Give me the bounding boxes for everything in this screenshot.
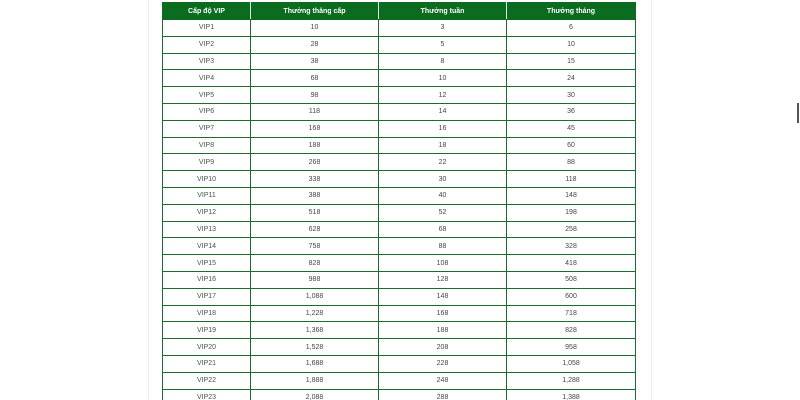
cell-monthly-bonus: 45 [507, 120, 636, 137]
cell-vip-level: VIP4 [163, 70, 251, 87]
cell-upgrade-bonus: 168 [251, 120, 379, 137]
cell-weekly-bonus: 8 [379, 53, 507, 70]
cell-upgrade-bonus: 1,368 [251, 322, 379, 339]
cell-weekly-bonus: 148 [379, 288, 507, 305]
cell-vip-level: VIP17 [163, 288, 251, 305]
cell-monthly-bonus: 828 [507, 322, 636, 339]
cell-weekly-bonus: 248 [379, 372, 507, 389]
cell-vip-level: VIP11 [163, 187, 251, 204]
cell-monthly-bonus: 30 [507, 87, 636, 104]
cell-weekly-bonus: 128 [379, 271, 507, 288]
cell-upgrade-bonus: 10 [251, 20, 379, 37]
cell-upgrade-bonus: 118 [251, 103, 379, 120]
table-row [163, 70, 636, 87]
cell-upgrade-bonus: 628 [251, 221, 379, 238]
cell-weekly-bonus: 12 [379, 87, 507, 104]
cell-weekly-bonus: 288 [379, 389, 507, 400]
cell-vip-level: VIP14 [163, 238, 251, 255]
cell-weekly-bonus: 10 [379, 70, 507, 87]
cell-monthly-bonus: 718 [507, 305, 636, 322]
cell-weekly-bonus: 108 [379, 255, 507, 272]
cell-monthly-bonus: 88 [507, 154, 636, 171]
cell-upgrade-bonus: 1,688 [251, 355, 379, 372]
table-row [163, 103, 636, 120]
cell-weekly-bonus: 5 [379, 36, 507, 53]
cell-upgrade-bonus: 388 [251, 187, 379, 204]
cell-monthly-bonus: 1,388 [507, 389, 636, 400]
table-row [163, 288, 636, 305]
table-row [163, 154, 636, 171]
cell-upgrade-bonus: 758 [251, 238, 379, 255]
table-row [163, 339, 636, 356]
table-header-row [163, 3, 636, 20]
table-body [163, 20, 636, 400]
cell-monthly-bonus: 15 [507, 53, 636, 70]
cell-weekly-bonus: 52 [379, 204, 507, 221]
cell-monthly-bonus: 600 [507, 288, 636, 305]
table-row [163, 355, 636, 372]
table-row [163, 271, 636, 288]
cell-monthly-bonus: 60 [507, 137, 636, 154]
cell-upgrade-bonus: 188 [251, 137, 379, 154]
vip-rewards-table [162, 2, 636, 400]
cell-monthly-bonus: 418 [507, 255, 636, 272]
cell-upgrade-bonus: 1,228 [251, 305, 379, 322]
table-row [163, 255, 636, 272]
cell-weekly-bonus: 228 [379, 355, 507, 372]
cell-monthly-bonus: 328 [507, 238, 636, 255]
cell-vip-level: VIP13 [163, 221, 251, 238]
cell-weekly-bonus: 22 [379, 154, 507, 171]
cell-upgrade-bonus: 98 [251, 87, 379, 104]
cell-monthly-bonus: 148 [507, 187, 636, 204]
cell-monthly-bonus: 508 [507, 271, 636, 288]
cell-monthly-bonus: 198 [507, 204, 636, 221]
cell-upgrade-bonus: 518 [251, 204, 379, 221]
cell-vip-level: VIP1 [163, 20, 251, 37]
cell-weekly-bonus: 30 [379, 171, 507, 188]
cell-vip-level: VIP6 [163, 103, 251, 120]
table-row [163, 305, 636, 322]
table-row [163, 87, 636, 104]
table-row [163, 204, 636, 221]
table-row [163, 187, 636, 204]
cell-weekly-bonus: 18 [379, 137, 507, 154]
cell-vip-level: VIP21 [163, 355, 251, 372]
table-row [163, 221, 636, 238]
cell-weekly-bonus: 68 [379, 221, 507, 238]
cell-weekly-bonus: 88 [379, 238, 507, 255]
header-monthly-bonus: Thưởng tháng [507, 3, 636, 20]
cell-upgrade-bonus: 268 [251, 154, 379, 171]
scrollbar-thumb[interactable] [797, 103, 799, 123]
cell-vip-level: VIP2 [163, 36, 251, 53]
cell-upgrade-bonus: 28 [251, 36, 379, 53]
cell-upgrade-bonus: 1,088 [251, 288, 379, 305]
cell-vip-level: VIP9 [163, 154, 251, 171]
table-row [163, 171, 636, 188]
cell-weekly-bonus: 208 [379, 339, 507, 356]
cell-upgrade-bonus: 38 [251, 53, 379, 70]
table-row [163, 36, 636, 53]
table-row [163, 53, 636, 70]
cell-monthly-bonus: 6 [507, 20, 636, 37]
cell-monthly-bonus: 36 [507, 103, 636, 120]
cell-upgrade-bonus: 828 [251, 255, 379, 272]
cell-vip-level: VIP5 [163, 87, 251, 104]
cell-monthly-bonus: 1,288 [507, 372, 636, 389]
cell-upgrade-bonus: 68 [251, 70, 379, 87]
cell-upgrade-bonus: 338 [251, 171, 379, 188]
header-upgrade-bonus: Thưởng thăng cấp [251, 3, 379, 20]
cell-vip-level: VIP10 [163, 171, 251, 188]
table-row [163, 137, 636, 154]
cell-vip-level: VIP3 [163, 53, 251, 70]
cell-monthly-bonus: 958 [507, 339, 636, 356]
cell-weekly-bonus: 14 [379, 103, 507, 120]
cell-vip-level: VIP12 [163, 204, 251, 221]
cell-weekly-bonus: 168 [379, 305, 507, 322]
cell-weekly-bonus: 3 [379, 20, 507, 37]
cell-vip-level: VIP23 [163, 389, 251, 400]
cell-weekly-bonus: 188 [379, 322, 507, 339]
cell-vip-level: VIP18 [163, 305, 251, 322]
cell-monthly-bonus: 1,058 [507, 355, 636, 372]
header-vip-level: Cấp độ VIP [163, 3, 251, 20]
cell-upgrade-bonus: 1,888 [251, 372, 379, 389]
cell-monthly-bonus: 10 [507, 36, 636, 53]
table-row [163, 120, 636, 137]
table-row [163, 238, 636, 255]
cell-vip-level: VIP19 [163, 322, 251, 339]
cell-upgrade-bonus: 2,088 [251, 389, 379, 400]
header-weekly-bonus: Thưởng tuần [379, 3, 507, 20]
cell-vip-level: VIP20 [163, 339, 251, 356]
cell-monthly-bonus: 118 [507, 171, 636, 188]
table-row [163, 20, 636, 37]
cell-vip-level: VIP22 [163, 372, 251, 389]
cell-weekly-bonus: 16 [379, 120, 507, 137]
cell-vip-level: VIP15 [163, 255, 251, 272]
table-row [163, 322, 636, 339]
cell-vip-level: VIP7 [163, 120, 251, 137]
table-row [163, 389, 636, 400]
cell-monthly-bonus: 258 [507, 221, 636, 238]
cell-upgrade-bonus: 1,528 [251, 339, 379, 356]
cell-vip-level: VIP8 [163, 137, 251, 154]
table-row [163, 372, 636, 389]
cell-vip-level: VIP16 [163, 271, 251, 288]
cell-weekly-bonus: 40 [379, 187, 507, 204]
cell-monthly-bonus: 24 [507, 70, 636, 87]
cell-upgrade-bonus: 988 [251, 271, 379, 288]
